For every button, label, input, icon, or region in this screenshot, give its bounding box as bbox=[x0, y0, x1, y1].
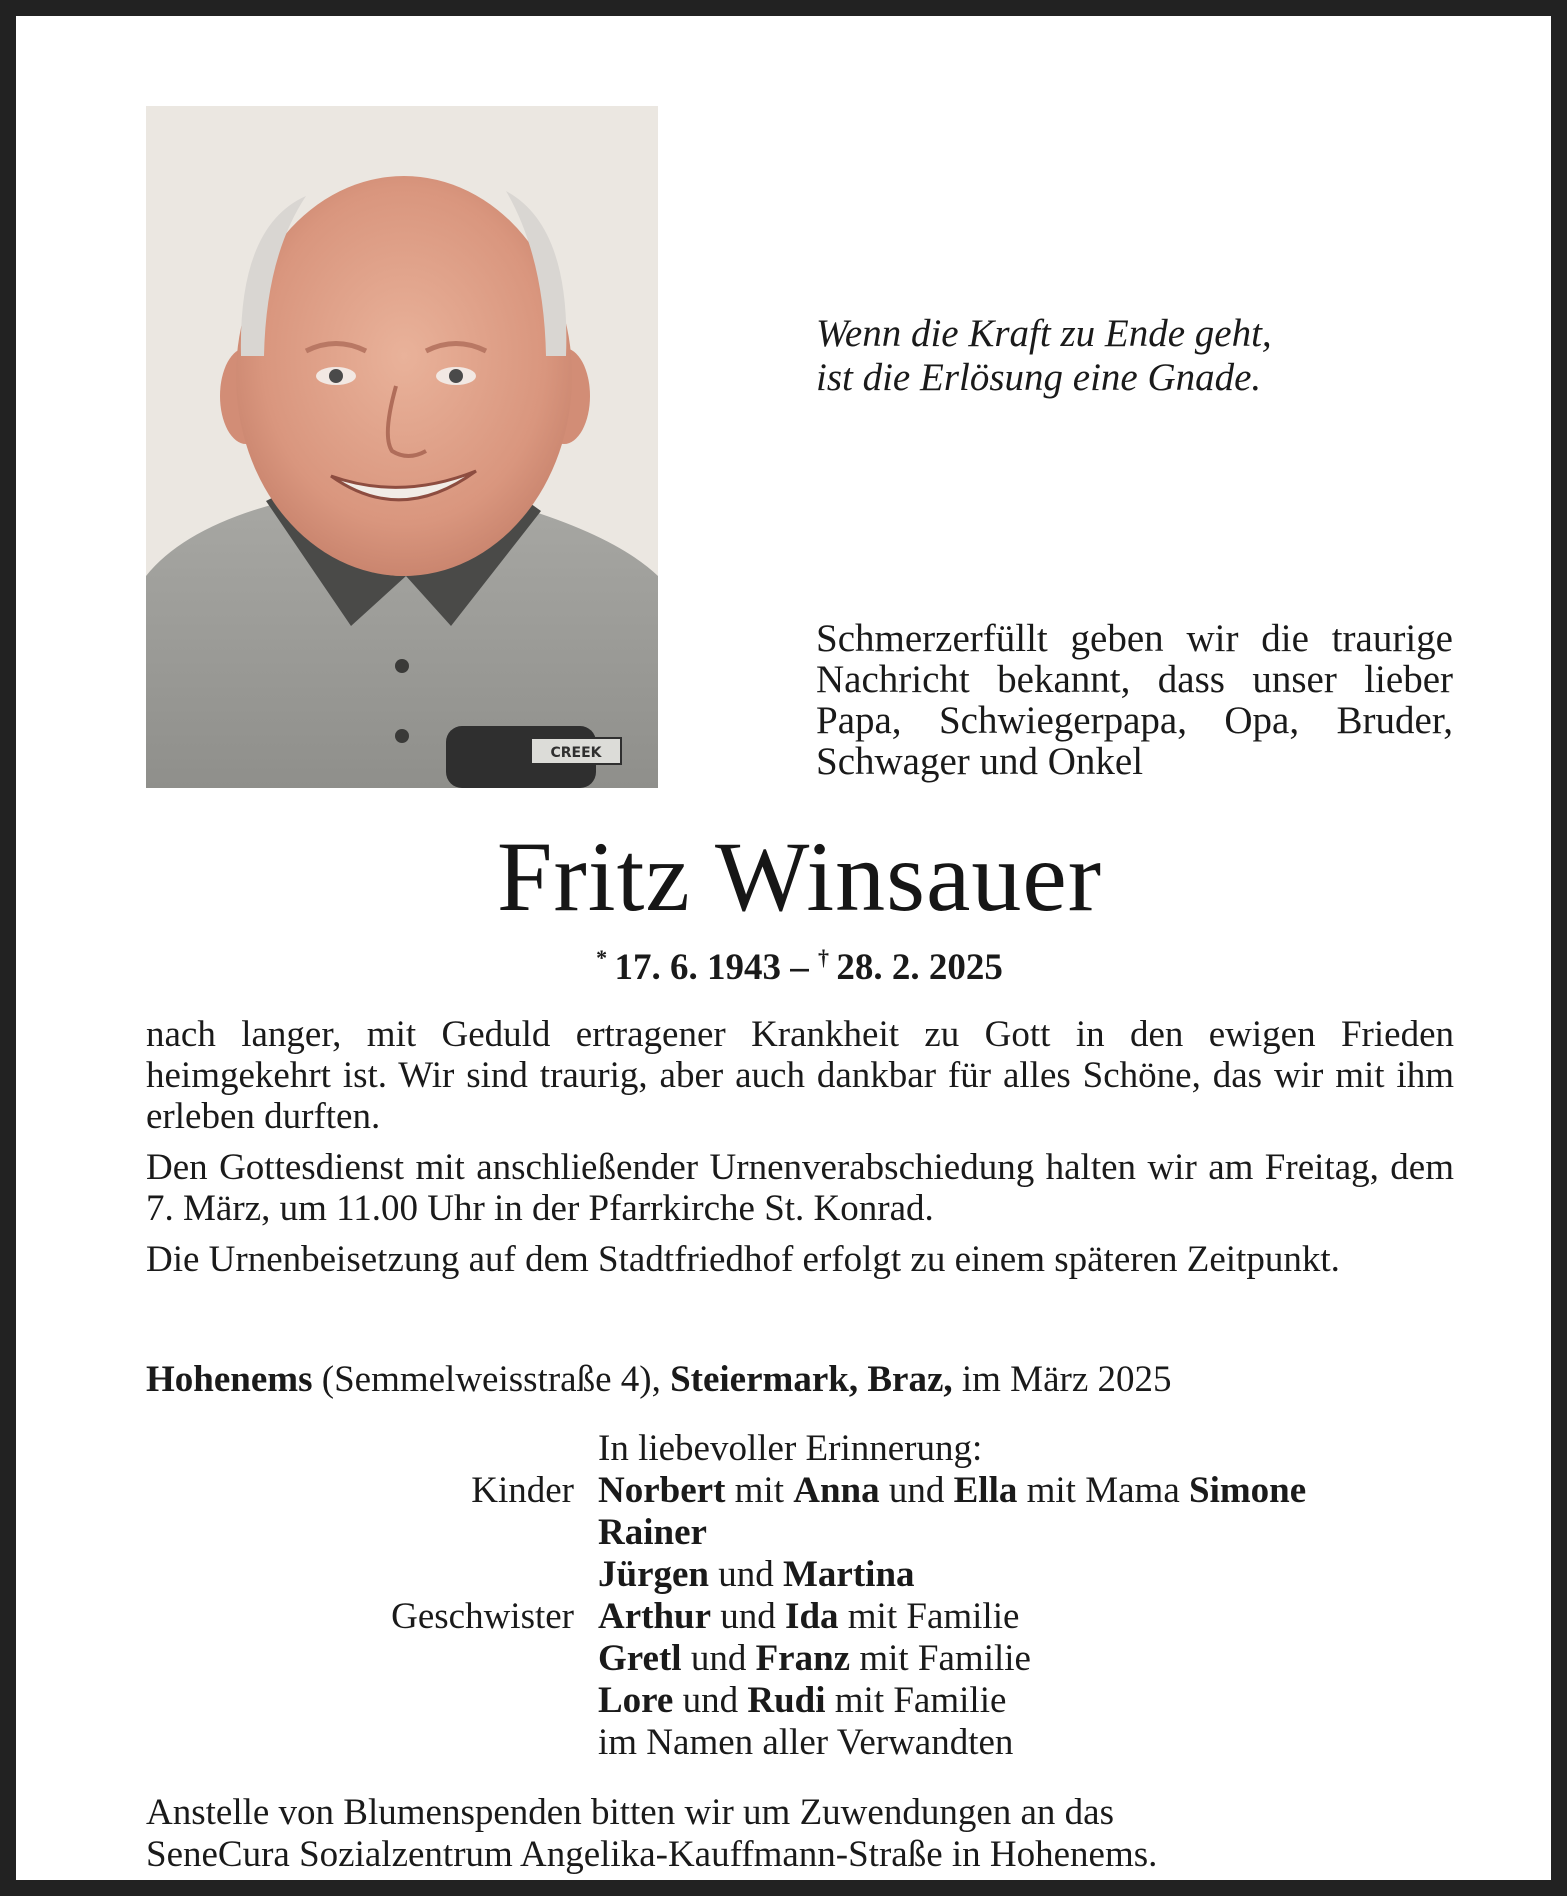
partner-name: Anna bbox=[793, 1470, 880, 1511]
child-name: Rainer bbox=[598, 1512, 707, 1553]
connector-word: mit bbox=[734, 1470, 784, 1511]
portrait-photo bbox=[146, 106, 658, 788]
birth-date: 17. 6. 1943 bbox=[614, 947, 781, 988]
body-paragraph-2: Den Gottesdienst mit anschließender Urnenverabschiedung halten wir am Freitag, dem 7. März, um 11.00 Uhr in der Pfarrkirche St. Konrad. bbox=[146, 1147, 1454, 1229]
connector-word: mit Mama bbox=[1026, 1470, 1180, 1511]
sibling-name: Gretl bbox=[598, 1638, 682, 1679]
connector-word: und bbox=[888, 1470, 945, 1511]
child-name: Norbert bbox=[598, 1470, 726, 1511]
portrait-illustration bbox=[146, 106, 658, 788]
intro-text bbox=[816, 618, 1453, 782]
siblings-label: Geschwister bbox=[391, 1596, 574, 1637]
sibling-name: Arthur bbox=[598, 1596, 712, 1637]
place-and-date bbox=[146, 1358, 1172, 1402]
partner-name: Franz bbox=[755, 1638, 851, 1679]
birth-symbol: * bbox=[596, 945, 608, 970]
sibling-name: Lore bbox=[598, 1680, 674, 1721]
donation-note bbox=[146, 1792, 1157, 1876]
partner-name: Martina bbox=[783, 1554, 915, 1595]
partner-name: Ida bbox=[785, 1596, 839, 1637]
connector-word: und bbox=[718, 1554, 774, 1595]
mother-name: Simone bbox=[1189, 1470, 1307, 1511]
death-date: 28. 2. 2025 bbox=[836, 947, 1003, 988]
intro-line-2: Nachricht bekannt, dass unser lieber bbox=[816, 658, 1453, 701]
relatives-line: im Namen aller Verwandten bbox=[598, 1722, 1014, 1763]
child-name: Jürgen bbox=[598, 1554, 709, 1595]
grandchild-name: Ella bbox=[953, 1470, 1018, 1511]
connector-word: mit Familie bbox=[847, 1596, 1020, 1637]
partner-name: Rudi bbox=[747, 1680, 826, 1721]
motto-quote bbox=[816, 312, 1272, 400]
connector-word: und bbox=[690, 1638, 747, 1679]
announcement-body bbox=[146, 1014, 1454, 1290]
connector-word: mit Familie bbox=[859, 1638, 1031, 1679]
place-address: (Semmelweisstraße 4), bbox=[321, 1359, 661, 1400]
intro-line-4: Schwager und Onkel bbox=[816, 740, 1144, 783]
motto-line-1: Wenn die Kraft zu Ende geht, bbox=[816, 312, 1272, 355]
body-paragraph-3: Die Urnenbeisetzung auf dem Stadtfriedhof erfolgt zu einem späteren Zeitpunkt. bbox=[146, 1239, 1340, 1280]
donation-line-2: SeneCura Sozialzentrum Angelika-Kauffmann-Straße in Hohenems. bbox=[146, 1834, 1158, 1875]
donation-line-1: Anstelle von Blumenspenden bitten wir um Zuwendungen an das bbox=[146, 1792, 1114, 1833]
connector-word: und bbox=[720, 1596, 776, 1637]
deceased-name: Fritz Winsauer bbox=[496, 821, 1103, 932]
intro-line-3: Papa, Schwiegerpapa, Opa, Bruder, bbox=[816, 699, 1453, 742]
motto-line-2: ist die Erlösung eine Gnade. bbox=[816, 356, 1262, 399]
mourners-heading: In liebevoller Erinnerung: bbox=[598, 1428, 983, 1469]
place-region: Steiermark, Braz, bbox=[670, 1359, 953, 1400]
connector-word: mit Familie bbox=[834, 1680, 1007, 1721]
children-label: Kinder bbox=[471, 1470, 574, 1511]
body-paragraph-1: nach langer, mit Geduld ertragener Krankheit zu Gott in den ewigen Frieden heimgekehrt ist. Wir sind traurig, aber auch dankbar für alles Schöne, das wir mit ihm erleben durften. bbox=[146, 1014, 1454, 1137]
place-town: Hohenems bbox=[146, 1359, 313, 1400]
date-separator: – bbox=[790, 947, 809, 988]
connector-word: und bbox=[682, 1680, 739, 1721]
life-dates bbox=[16, 936, 1567, 990]
death-symbol: † bbox=[818, 945, 829, 970]
shirt-patch-text: CREEK bbox=[550, 745, 602, 761]
place-date: im März 2025 bbox=[961, 1359, 1172, 1400]
intro-line-1: Schmerzerfüllt geben wir die traurige bbox=[816, 617, 1453, 660]
